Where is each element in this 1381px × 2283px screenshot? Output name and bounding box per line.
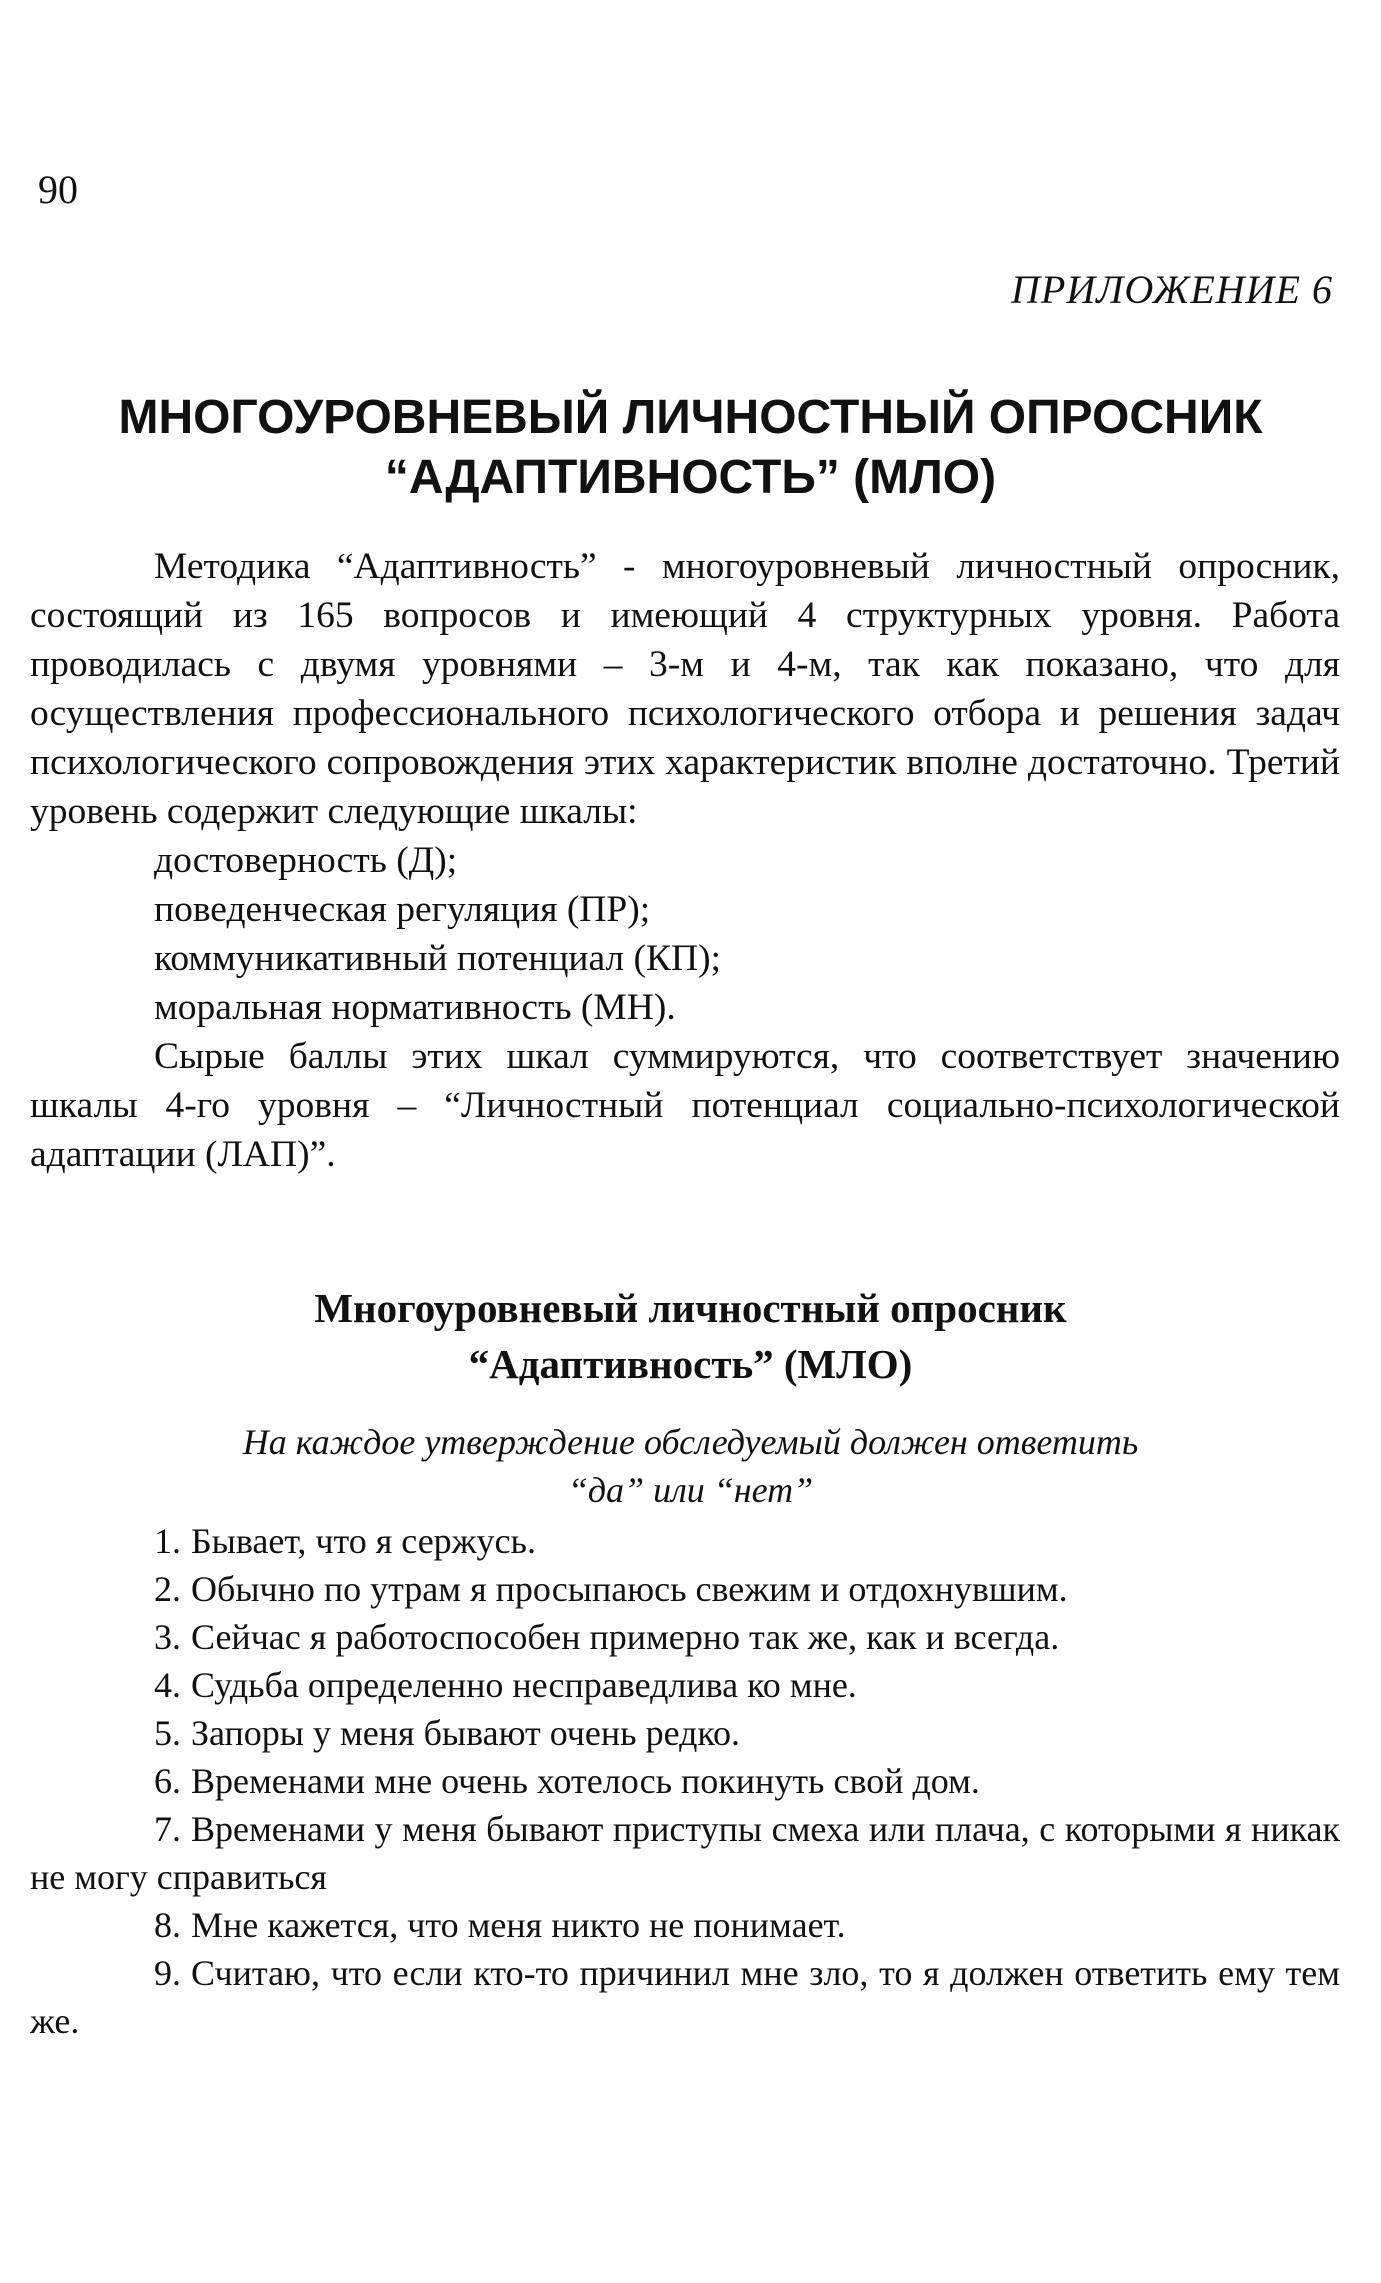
question-text: Мне кажется, что меня никто не понимает. xyxy=(191,1905,846,1945)
question-item xyxy=(30,1517,1340,1565)
question-number: 7. xyxy=(154,1809,181,1849)
question-item xyxy=(30,1613,1340,1661)
question-item xyxy=(30,1805,1340,1901)
page-number: 90 xyxy=(38,167,78,212)
summary-paragraph: Сырые баллы этих шкал суммируются, что соответствует значению шкалы 4-го уровня – “Личностный потенциал социально-психологической адаптации (ЛАП)”. xyxy=(30,1036,1340,1175)
appendix-label: ПРИЛОЖЕНИЕ 6 xyxy=(1011,267,1333,312)
question-text: Временами у меня бывают приступы смеха или плача, с которыми я никак не могу справиться xyxy=(30,1809,1340,1897)
question-text: Считаю, что если кто-то причинил мне зло, то я должен ответить ему тем же. xyxy=(30,1953,1340,2041)
scale-item: коммуникативный потенциал (КП); xyxy=(154,938,722,979)
question-number: 8. xyxy=(154,1905,181,1945)
question-item xyxy=(30,1757,1340,1805)
question-text: Судьба определенно несправедлива ко мне. xyxy=(191,1665,857,1705)
question-number: 3. xyxy=(154,1617,181,1657)
question-item xyxy=(30,1949,1340,2045)
scale-list xyxy=(30,836,1340,1032)
intro-section xyxy=(30,542,1340,1179)
main-title-line-1: МНОГОУРОВНЕВЫЙ ЛИЧНОСТНЫЙ ОПРОСНИК xyxy=(118,391,1263,444)
main-title xyxy=(30,388,1351,508)
question-item xyxy=(30,1565,1340,1613)
instruction-line-1: На каждое утверждение обследуемый должен ответить xyxy=(242,1422,1139,1462)
scale-item: достоверность (Д); xyxy=(154,840,458,881)
question-text: Временами мне очень хотелось покинуть свой дом. xyxy=(191,1761,980,1801)
question-number: 4. xyxy=(154,1665,181,1705)
intro-paragraph: Методика “Адаптивность” - многоуровневый личностный опросник, состоящий из 165 вопросов и имеющий 4 структурных уровня. Работа проводилась с двумя уровнями – 3-м и 4-м, так как показано, что для осуществления профессионального психологического отбора и решения задач психологического сопровождения этих характеристик вполне достаточно. Третий уровень содержит следующие шкалы: xyxy=(30,546,1340,832)
question-number: 9. xyxy=(154,1953,181,1993)
section-title xyxy=(30,1280,1351,1392)
instruction-line-2: “да” или “нет” xyxy=(567,1470,814,1510)
question-item xyxy=(30,1661,1340,1709)
question-text: Бывает, что я сержусь. xyxy=(191,1521,536,1561)
question-number: 1. xyxy=(154,1521,181,1561)
question-item xyxy=(30,1901,1340,1949)
question-text: Сейчас я работоспособен примерно так же, как и всегда. xyxy=(191,1617,1060,1657)
question-list xyxy=(30,1517,1340,2045)
main-title-line-2: “АДАПТИВНОСТЬ” (МЛО) xyxy=(384,451,997,504)
instruction xyxy=(30,1418,1351,1514)
section-title-line-1: Многоуровневый личностный опросник xyxy=(314,1285,1067,1331)
question-number: 2. xyxy=(154,1569,181,1609)
scale-item: моральная нормативность (МН). xyxy=(154,987,676,1028)
question-number: 6. xyxy=(154,1761,181,1801)
question-text: Обычно по утрам я просыпаюсь свежим и отдохнувшим. xyxy=(191,1569,1068,1609)
scale-item: поведенческая регуляция (ПР); xyxy=(154,889,651,930)
question-text: Запоры у меня бывают очень редко. xyxy=(191,1713,741,1753)
question-item xyxy=(30,1709,1340,1757)
section-title-line-2: “Адаптивность” (МЛО) xyxy=(468,1341,913,1387)
question-number: 5. xyxy=(154,1713,181,1753)
